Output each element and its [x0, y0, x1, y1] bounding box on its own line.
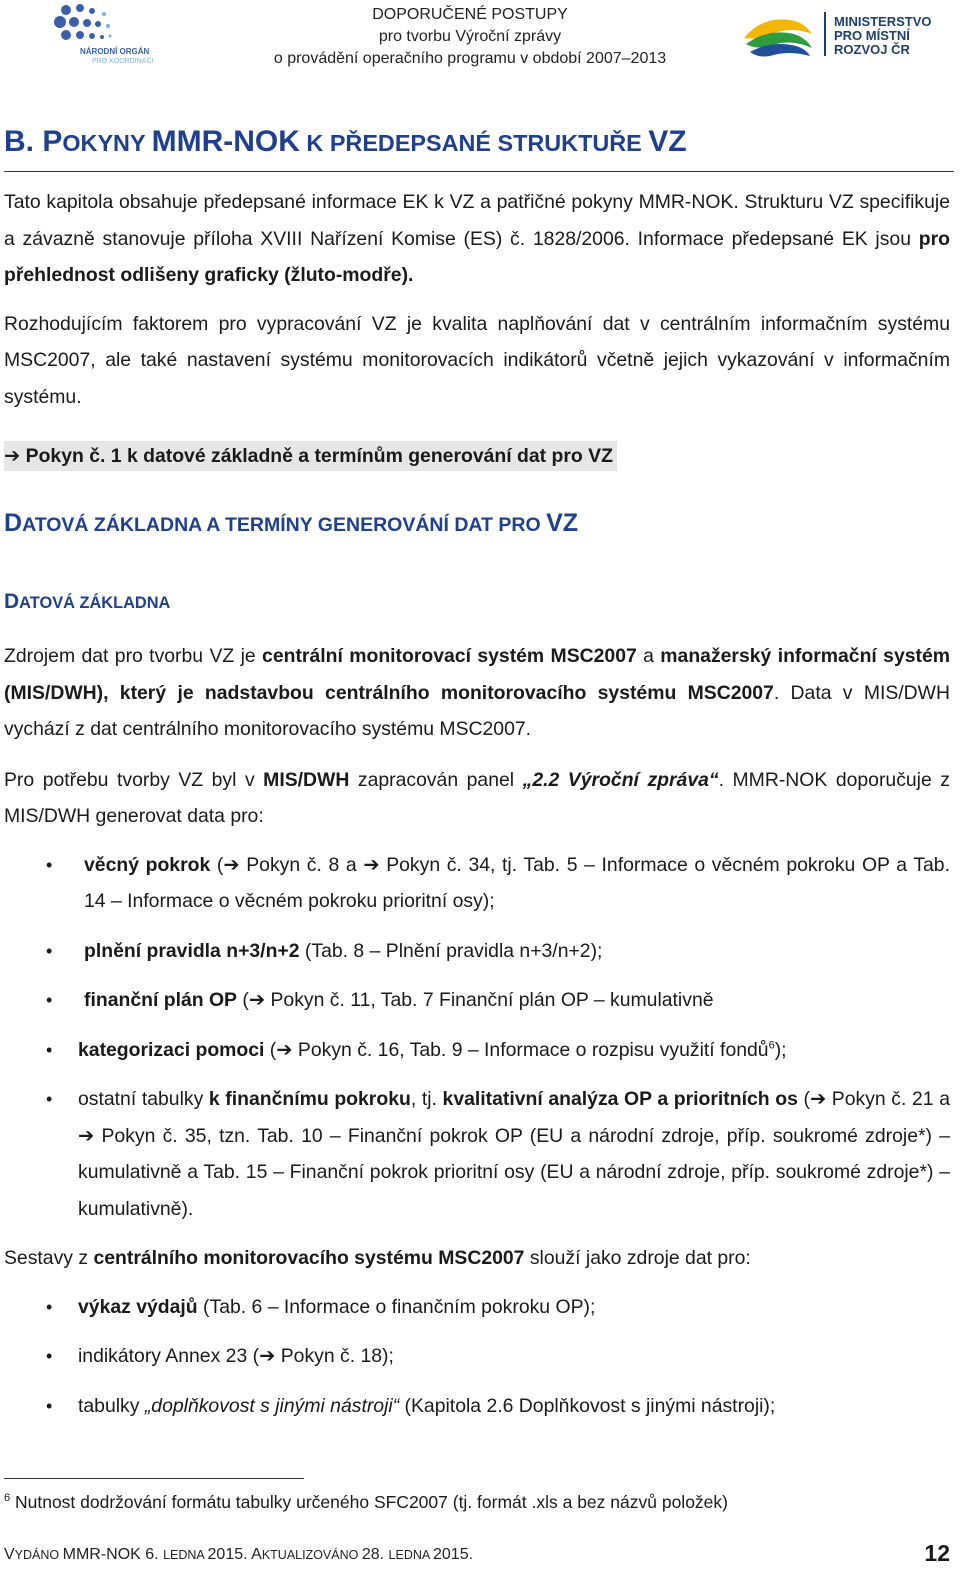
header-line-2: pro tvorbu Výroční zprávy — [378, 28, 562, 45]
data-source-paragraph: Zdrojem dat pro tvorbu VZ je centrální monitorovací systém MSC2007 a manažerský informační systém (MIS/DWH), který je nadstavbou centrálního monitorovacího systému MSC2007. Data v MIS/DWH vychází z dat centrálního monitorovacího systému MSC2007. — [4, 645, 951, 740]
header-line-3: o provádění operačního programu v období 2007–2013 — [273, 50, 667, 67]
right-arrow-icon: ➔ — [248, 989, 266, 1011]
right-arrow-icon: ➔ — [223, 853, 240, 876]
page-content — [4, 118, 950, 1437]
left-logo-text: NÁRODNÍ ORGÁN — [80, 47, 150, 56]
chapter-title: B. POKYNY MMR-NOK K PŘEDEPSANÉ STRUKTUŘE VZ — [4, 118, 954, 172]
footnote-divider — [4, 1478, 304, 1479]
right-arrow-icon: ➔ — [259, 1345, 276, 1367]
page-header — [0, 0, 960, 80]
right-logo-line-2: PRO MÍSTNÍ — [834, 28, 910, 43]
header-line-1: DOPORUČENÉ POSTUPY — [372, 6, 568, 23]
panel-paragraph: Pro potřebu tvorby VZ byl v MIS/DWH zapracován panel „2.2 Výroční zpráva“. MMR-NOK doporučuje z MIS/DWH generovat data pro: — [4, 768, 950, 827]
svg-text:PRO KOORDINACI: PRO KOORDINACI — [92, 58, 154, 65]
list-item: • indikátory Annex 23 (➔ Pokyn č. 18); — [4, 1338, 950, 1375]
right-arrow-icon: ➔ — [809, 1088, 827, 1110]
right-arrow-icon: ➔ — [363, 853, 380, 876]
list-item: • ostatní tabulky k finančnímu pokroku, tj. kvalitativní analýza OP a prioritních os (➔ Pokyn č. 21 a ➔ Pokyn č. 35, tzn. Tab. 10 – Finanční pokrok OP (EU a národní zdroje, příp. soukromé zdroje*) – kumulativně a Tab. 15 – Finanční pokrok prioritní osy (EU a národní zdroje, příp. soukromé zdroje*) – kumulativně). — [4, 1081, 950, 1227]
right-arrow-icon: ➔ — [78, 1124, 95, 1147]
factor-paragraph: Rozhodujícím faktorem pro vypracování VZ je kvalita naplňování dat v centrálním informačním systému MSC2007, ale také nastavení systému monitorovacích indikátorů včetně jejich vykazování v informačním systému. — [4, 312, 950, 408]
list-item: • finanční plán OP (➔ Pokyn č. 11, Tab. 7 Finanční plán OP – kumulativně — [4, 982, 950, 1019]
page-number: 12 — [924, 1540, 950, 1566]
pokyn-1-link[interactable]: ➔ Pokyn č. 1 k datové základně a termínům generování dat pro VZ — [4, 441, 617, 471]
msc-paragraph: Sestavy z centrálního monitorovacího systému MSC2007 slouží jako zdroje dat pro: — [4, 1247, 751, 1269]
list-item: • tabulky „doplňkovost s jinými nástroji“ (Kapitola 2.6 Doplňkovost s jinými nástroji); — [4, 1388, 950, 1425]
right-arrow-icon: ➔ — [4, 445, 21, 467]
list-item: • výkaz výdajů (Tab. 6 – Informace o finančním pokroku OP); — [4, 1289, 950, 1326]
right-arrow-icon: ➔ — [276, 1038, 293, 1061]
list-item: • kategorizaci pomoci (➔ Pokyn č. 16, Tab. 9 – Informace o rozpisu využití fondů$^6$); — [4, 1032, 950, 1069]
list-item: • plnění pravidla n+3/n+2 (Tab. 8 – Plnění pravidla n+3/n+2); — [4, 933, 950, 970]
right-logo-line-1: MINISTERSTVO — [834, 14, 932, 29]
page-footer: VYDÁNO MMR-NOK 6. LEDNA 2015. AKTUALIZOVÁNO 28. LEDNA 2015. — [4, 1546, 474, 1563]
header-title — [250, 4, 690, 70]
mis-data-list — [4, 847, 950, 1228]
intro-paragraph: Tato kapitola obsahuje předepsané informace EK k VZ a patřičné pokyny MMR-NOK. Strukturu VZ specifikuje a závazně stanovuje příloha XVIII Nařízení Komise (ES) č. 1828/2006. Informace předepsané EK jsou pro přehlednost odlišeny graficky (žluto-modře). — [4, 191, 950, 286]
subsection-heading: DATOVÁ ZÁKLADNA — [4, 590, 171, 613]
right-logo-line-3: ROZVOJ ČR — [834, 42, 910, 57]
section-heading: DATOVÁ ZÁKLADNA A TERMÍNY GENEROVÁNÍ DAT PRO VZ — [4, 509, 579, 537]
msc-data-list — [4, 1289, 950, 1425]
footnote: $^6$ Nutnost dodržování formátu tabulky určeného SFC2007 (tj. formát .xls a bez názvů položek) — [4, 1492, 728, 1512]
narodni-organ-logo — [52, 2, 162, 68]
list-item: • věcný pokrok (➔ Pokyn č. 8 a ➔ Pokyn č. 34, tj. Tab. 5 – Informace o věcném pokroku OP a Tab. 14 – Informace o věcném pokroku prioritní osy); — [4, 847, 950, 920]
mmr-logo — [742, 8, 952, 60]
